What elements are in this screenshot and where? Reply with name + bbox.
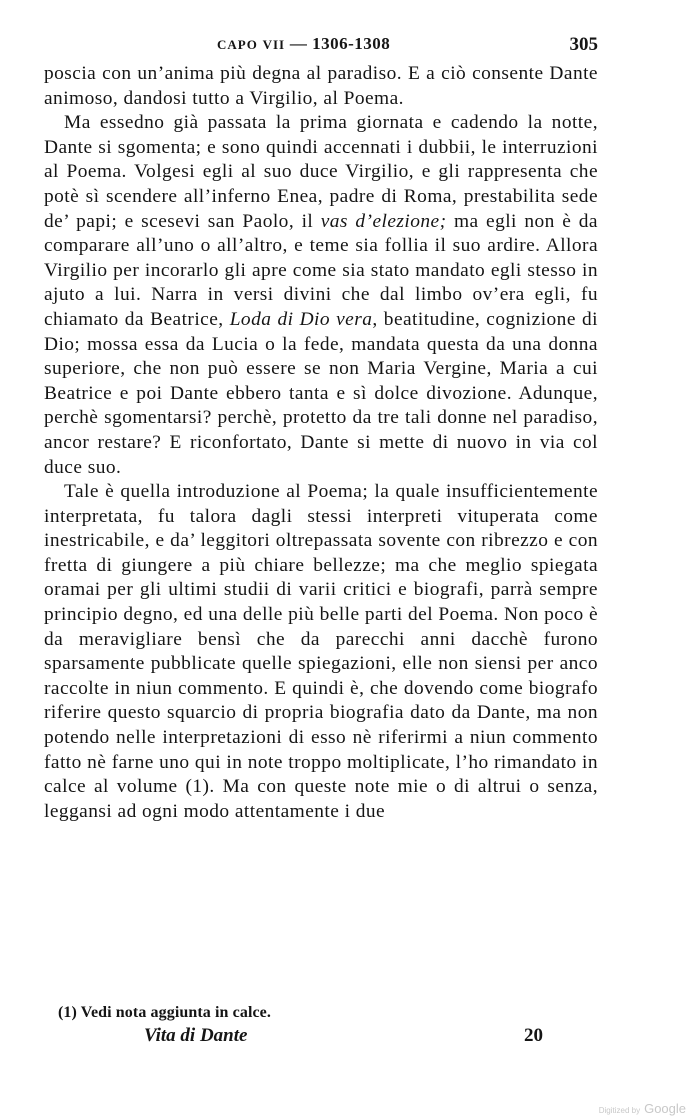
body-paragraph (44, 480, 598, 824)
watermark-prefix: Digitized by (598, 1106, 641, 1115)
signature-line (44, 1025, 598, 1051)
page-number: 305 (569, 34, 598, 55)
chapter-heading (217, 34, 390, 54)
text-segment: Tale è quella introduzione al Poema; la quale insufficientemente interpretata, fu talora dagli stessi interpreti vituperata come inestricabile, e da’ leggitori oltrepassata sovente con ribrezzo e con fretta di giungere a più chiare bellezze; ma che meglio spiegata oramai per gli ultimi studii di varii critici e biografi, parrà sempre principio degno, ed una delle più belle parti del Poema. Non poco è da meravigliare bensì che da parecchi anni dacchè furono sparsamente pubblicate quelle spiegazioni, elle non siensi per anco raccolte in niun commento. E quindi è, che dovendo come biografo riferire questo squarcio di propria biografia dato da Dante, ma non potendo nelle interpretazioni di esso nè riferirmi a niun commento fatto nè farne uno qui in note troppo moltiplicate, l’ho rimandato in calce al volume (1). Ma con queste note mie o di altrui o senza, leggansi ad ogni modo attentamente i due (44, 481, 598, 822)
chapter-word: CAPO (217, 37, 258, 52)
italic-phrase: vas d’elezione; (320, 210, 447, 232)
footnote: (1) Vedi nota aggiunta in calce. (58, 1004, 271, 1021)
text-segment: poscia con un’anima più degna al paradiso. E a ciò consente Dante animoso, dandosi tutto a Virgilio, al Poema. (44, 63, 598, 109)
body-paragraph (44, 62, 598, 111)
italic-phrase: Loda di Dio vera (229, 308, 373, 330)
chapter-number: VII (262, 37, 286, 52)
text-segment: ma egli non è da comparare all’uno o all’altro, e teme sia follia il suo ardire. Allora Virgilio per incorarlo gli apre come sia stato mandato egli stesso in ajuto a lui. Narra in versi divini che dal limbo ov’era egli, fu chiamato da Beatrice, (44, 210, 598, 330)
digitized-watermark (599, 1101, 686, 1116)
signature-title: Vita di Dante (144, 1025, 248, 1046)
watermark-brand: Google (644, 1101, 686, 1116)
text-segment: Ma essedno già passata la prima giornata e cadendo la notte, Dante si sgomenta; e sono quindi accennati i dubbii, le interruzioni al Poema. Volgesi egli al suo duce Virgilio, e gli rappresenta che potè sì scendere all’inferno Enea, padre di Roma, prestabilita sede de’ papi; e scesevi san Paolo, il (44, 112, 598, 232)
signature-number: 20 (524, 1025, 543, 1046)
chapter-years: — 1306-1308 (289, 34, 391, 53)
running-header (44, 34, 598, 60)
body-paragraph (44, 111, 598, 480)
body-text (44, 62, 598, 824)
text-segment: , beatitudine, cognizione di Dio; mossa essa da Lucia o la fede, mandata questa da una donna superiore, che non può essere se non Maria Vergine, Maria a cui Beatrice e poi Dante ebbero tanta e sì dolce divozione. Adunque, perchè sgomentarsi? perchè, protetto da tre tali donne nel paradiso, ancor restare? E riconfortato, Dante si mette di nuovo in via col duce suo. (44, 308, 598, 478)
